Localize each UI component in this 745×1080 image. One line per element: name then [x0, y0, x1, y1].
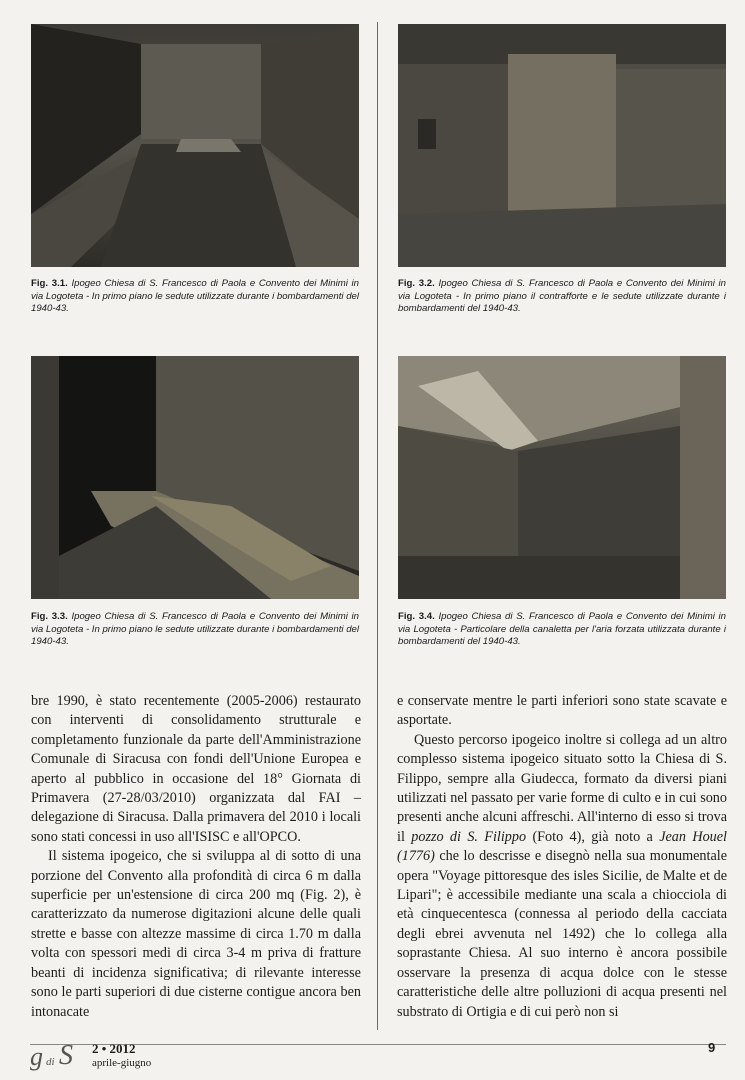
caption-number: Fig. 3.4.	[398, 611, 435, 622]
right-text-column	[397, 692, 727, 1022]
body-paragraph: e conservate mentre le parti inferiori sono state scavate e asportate.	[397, 693, 727, 729]
italic-reference: pozzo di S. Filippo	[411, 828, 527, 845]
photo-fig-3-1	[31, 24, 359, 267]
caption-fig-3-4	[398, 611, 726, 649]
caption-fig-3-2	[398, 278, 726, 316]
photo-fig-3-2	[398, 24, 726, 267]
caption-fig-3-3	[31, 611, 359, 649]
body-text: che lo descrisse e disegnò nella sua monumentale opera "Voyage pittoresque des isles Sicilie, de Malte et de Lipari"; è accessibile mediante una scala a chiocciola di età cinquecentesca (connessa al periodo della cacciata degli ebrei avvenuta nel 1492) che lo collega alla soprastante Chiesa. Al suo interno è ancora possibile osservare la presenza di acqua dolce con le stesse caratteristiche delle altre polluzioni di acqua presenti nel substrato di Ortigia e di cui però non si	[397, 848, 727, 1020]
issue-period: aprile-giugno	[92, 1057, 152, 1069]
caption-text: Ipogeo Chiesa di S. Francesco di Paola e Convento dei Minimi in via Logoteta - In primo piano le sedute utilizzate durante i bombardamenti del 1940-43.	[31, 611, 359, 648]
photo-fig-3-3	[31, 356, 359, 599]
caption-number: Fig. 3.1.	[31, 278, 68, 289]
logo-letters-di: di	[46, 1056, 55, 1068]
body-paragraph	[397, 731, 727, 1022]
caption-text: Ipogeo Chiesa di S. Francesco di Paola e Convento dei Minimi in via Logoteta - In primo piano il contrafforte e le sedute utilizzate durante i bombardamenti del 1940-43.	[398, 278, 726, 315]
body-text: (Foto 4), già noto a	[526, 828, 660, 845]
issue-number: 2 • 2012	[92, 1041, 136, 1056]
caption-text: Ipogeo Chiesa di S. Francesco di Paola e Convento dei Minimi in via Logoteta - In primo piano le sedute utilizzate durante i bombardamenti del 1940-43.	[31, 278, 359, 315]
left-text-column	[31, 692, 361, 1022]
logo-letter-s: S	[59, 1040, 73, 1071]
caption-fig-3-1	[31, 278, 359, 316]
journal-logo	[30, 1040, 82, 1072]
body-paragraph: bre 1990, è stato recentemente (2005-2006) restaurato con interventi di consolidamento strutturale e completamento funzionale da parte dell'Amministrazione Comunale di Siracusa con fondi dell'Unione Europea e aperto al pubblico in occasione del 18° Giornata di Primavera (27-28/03/2010) organizzata dal FAI – delegazione di Siracusa. Dalla primavera del 2010 i locali sono stati concessi in uso all'ISISC e all'OPCO.	[31, 693, 361, 845]
body-text: Questo percorso ipogeico inoltre si collega ad un altro complesso sistema ipogeico situato sotto la Chiesa di S. Filippo, sempre alla Giudecca, formato da diversi piani utilizzati nel passato per varie forme di culto e in cui sono presenti anche alcuni affreschi. All'interno di esso si trova il	[397, 731, 727, 845]
caption-number: Fig. 3.2.	[398, 278, 435, 289]
logo-letter-g: g	[30, 1042, 43, 1071]
caption-number: Fig. 3.3.	[31, 611, 68, 622]
photo-fig-3-4	[398, 356, 726, 599]
caption-text: Ipogeo Chiesa di S. Francesco di Paola e Convento dei Minimi in via Logoteta - Particolare della canaletta per l'aria forzata utilizzata durante i bombardamenti del 1940-43.	[398, 611, 726, 648]
column-divider	[377, 22, 378, 1030]
body-paragraph: Il sistema ipogeico, che si sviluppa al di sotto di una porzione del Convento alla profondità di circa 6 m dalla superficie per un'estensione di circa 200 mq (Fig. 2), è caratterizzato da numerose digitazioni alcune delle quali strette e basse con altezze massime di circa 1.70 m dalla volta con spessori medi di circa 3-4 m priva di fratture beanti di incidenza significativa; di rilevante interesse sono le parti superiori di due cisterne contigue ancora ben intonacate	[31, 848, 361, 1020]
italic-reference: Jean Houel (1776)	[397, 828, 727, 865]
page-number: 9	[708, 1040, 716, 1055]
